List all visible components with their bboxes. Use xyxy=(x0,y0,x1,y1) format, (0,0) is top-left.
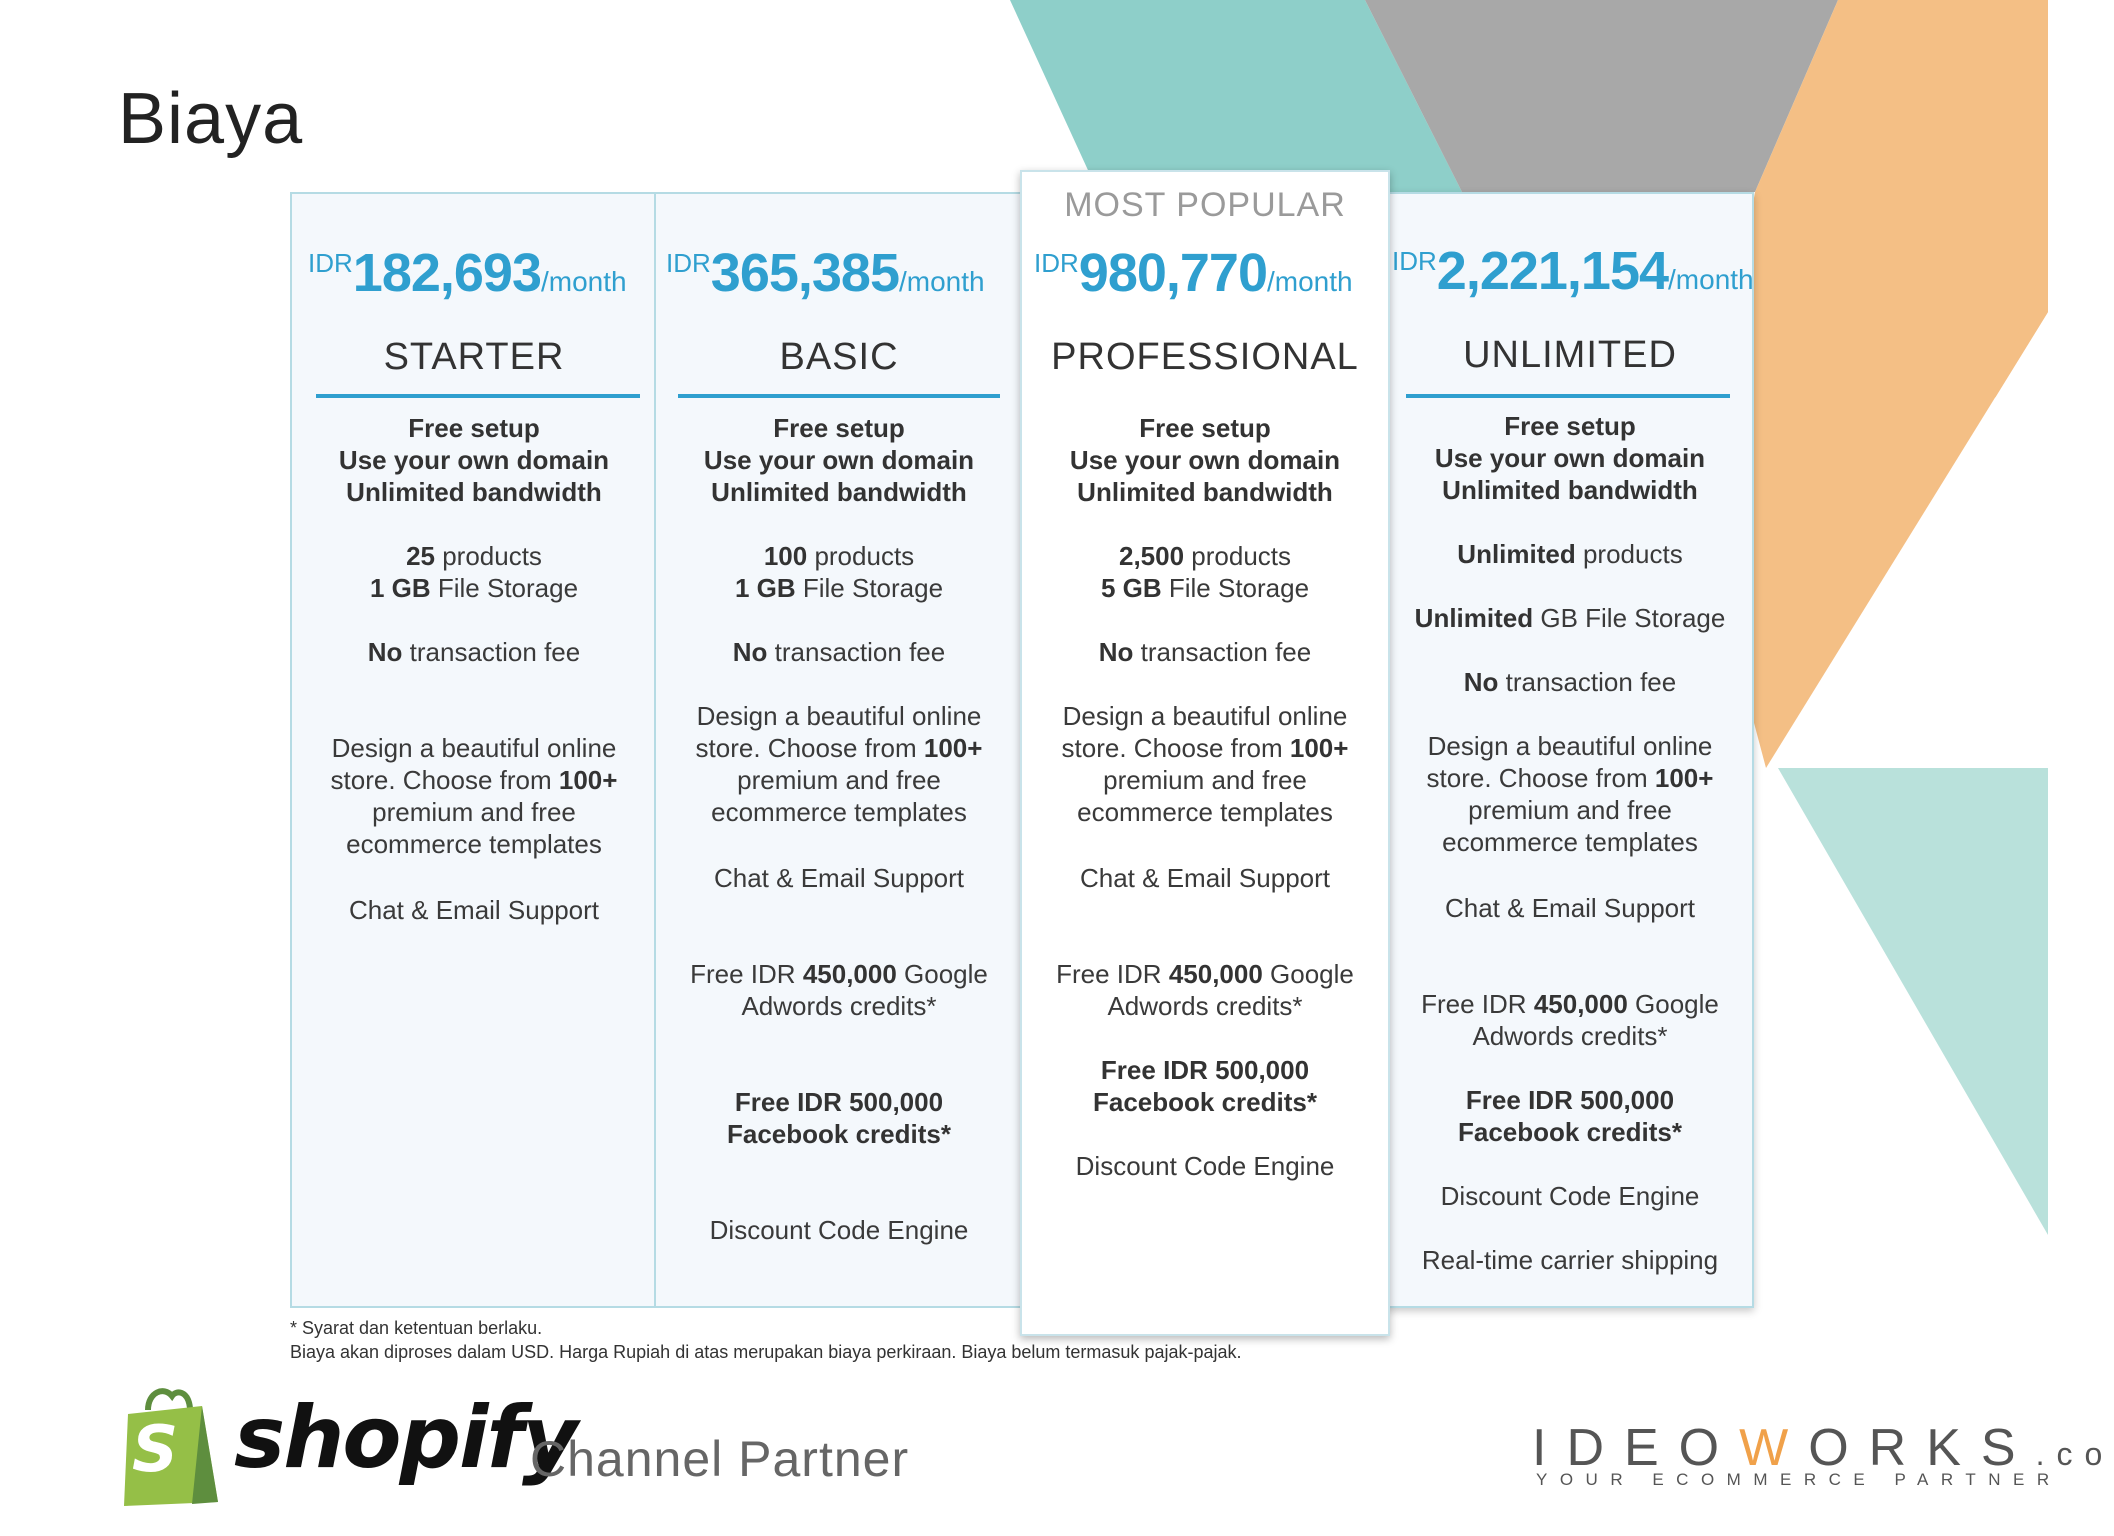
design-line-4: ecommerce templates xyxy=(1077,797,1333,827)
ideoworks-logo xyxy=(1532,1418,2114,1478)
storage-label: File Storage xyxy=(1161,573,1310,603)
products-label: products xyxy=(1575,539,1683,569)
design-line-3: premium and free xyxy=(372,797,576,827)
design-line-2: store. Choose from xyxy=(1061,733,1290,763)
plan-basic-features xyxy=(656,412,1022,508)
design-line-1: Design a beautiful online xyxy=(1427,731,1713,761)
feature-domain: Use your own domain xyxy=(703,445,975,475)
feature-bandwidth: Unlimited bandwidth xyxy=(346,477,602,507)
most-popular-badge: MOST POPULAR xyxy=(1064,186,1346,224)
facebook-line-1: Free IDR 500,000 xyxy=(734,1087,944,1117)
price-currency: IDR xyxy=(308,248,353,278)
plan-design xyxy=(292,732,656,860)
plan-products xyxy=(292,540,656,604)
plan-design xyxy=(1388,730,1752,858)
design-line-2: store. Choose from xyxy=(330,765,559,795)
feature-discount-engine: Discount Code Engine xyxy=(1440,1181,1700,1211)
design-line-1: Design a beautiful online xyxy=(1062,701,1348,731)
shopify-wordmark: shopify xyxy=(234,1388,577,1488)
plan-card-unlimited xyxy=(1386,192,1754,1308)
google-prefix: Free IDR xyxy=(1421,989,1534,1019)
google-suffix: Google xyxy=(1262,959,1354,989)
facebook-line-2: Facebook credits* xyxy=(727,1119,951,1149)
design-templates-count: 100+ xyxy=(1289,733,1349,763)
google-amount: 450,000 xyxy=(1168,959,1263,989)
fee-label: transaction fee xyxy=(1133,637,1312,667)
plan-products xyxy=(1388,538,1752,570)
feature-google-credits xyxy=(1022,958,1388,1022)
price-period: /month xyxy=(1266,266,1353,297)
plan-design xyxy=(1022,700,1388,828)
storage-size: Unlimited xyxy=(1414,603,1534,633)
feature-facebook-credits xyxy=(1022,1054,1388,1118)
price-amount: 980,770 xyxy=(1078,243,1267,303)
plan-price xyxy=(1034,242,1388,304)
plan-fee xyxy=(1022,636,1388,668)
fee-bold: No xyxy=(732,637,768,667)
plan-fee xyxy=(656,636,1022,668)
price-amount: 365,385 xyxy=(710,243,899,303)
plan-fee xyxy=(1388,666,1752,698)
storage-size: 1 GB xyxy=(734,573,796,603)
plan-price xyxy=(308,242,656,304)
google-amount: 450,000 xyxy=(802,959,897,989)
feature-discount-engine: Discount Code Engine xyxy=(1075,1151,1335,1181)
storage-label: GB File Storage xyxy=(1533,603,1726,633)
feature-setup: Free setup xyxy=(408,413,540,443)
feature-support: Chat & Email Support xyxy=(1079,863,1330,893)
page-title: Biaya xyxy=(118,79,304,159)
plan-card-professional xyxy=(1020,170,1390,1336)
plan-products xyxy=(656,540,1022,604)
plan-basic-features xyxy=(1388,410,1752,506)
facebook-line-1: Free IDR 500,000 xyxy=(1465,1085,1675,1115)
plan-fee xyxy=(292,636,656,668)
plan-basic-features xyxy=(1022,412,1388,508)
feature-domain: Use your own domain xyxy=(338,445,610,475)
fee-bold: No xyxy=(1098,637,1134,667)
plan-divider xyxy=(1406,394,1730,398)
feature-support: Chat & Email Support xyxy=(713,863,964,893)
price-currency: IDR xyxy=(1392,246,1437,276)
google-line-2: Adwords credits* xyxy=(1107,991,1303,1021)
plan-name: UNLIMITED xyxy=(1463,334,1677,376)
fee-bold: No xyxy=(1463,667,1499,697)
plan-divider xyxy=(316,394,640,398)
design-line-3: premium and free xyxy=(1103,765,1307,795)
feature-discount-engine: Discount Code Engine xyxy=(709,1215,969,1245)
facebook-line-1: Free IDR 500,000 xyxy=(1100,1055,1310,1085)
price-period: /month xyxy=(540,266,627,297)
fee-bold: No xyxy=(367,637,403,667)
shopify-logo-letter: S xyxy=(132,1413,179,1487)
products-count: 25 xyxy=(406,541,435,571)
design-line-1: Design a beautiful online xyxy=(331,733,617,763)
storage-size: 5 GB xyxy=(1100,573,1162,603)
fee-label: transaction fee xyxy=(1498,667,1677,697)
feature-google-credits xyxy=(1388,988,1752,1052)
feature-facebook-credits xyxy=(656,1086,1022,1150)
design-line-4: ecommerce templates xyxy=(346,829,602,859)
price-currency: IDR xyxy=(1034,248,1079,278)
feature-domain: Use your own domain xyxy=(1434,443,1706,473)
design-line-2: store. Choose from xyxy=(1426,763,1655,793)
feature-bandwidth: Unlimited bandwidth xyxy=(711,477,967,507)
ideoworks-name-start: IDEO xyxy=(1532,1419,1740,1477)
plan-card-starter xyxy=(290,192,658,1308)
feature-setup: Free setup xyxy=(1504,411,1636,441)
google-prefix: Free IDR xyxy=(1056,959,1169,989)
feature-google-credits xyxy=(656,958,1022,1022)
plan-products xyxy=(1022,540,1388,604)
storage-label: File Storage xyxy=(795,573,944,603)
ideoworks-name-end: ORKS xyxy=(1808,1419,2036,1477)
fee-label: transaction fee xyxy=(402,637,581,667)
footnote-currency-note: Biaya akan diproses dalam USD. Harga Rupiah di atas merupakan biaya perkiraan. Biaya belum termasuk pajak-pajak. xyxy=(290,1342,1242,1362)
fee-label: transaction fee xyxy=(767,637,946,667)
design-line-4: ecommerce templates xyxy=(1442,827,1698,857)
price-amount: 182,693 xyxy=(352,243,541,303)
feature-support: Chat & Email Support xyxy=(1444,893,1695,923)
plan-card-basic xyxy=(654,192,1024,1308)
products-label: products xyxy=(1184,541,1292,571)
google-line-2: Adwords credits* xyxy=(1472,1021,1668,1051)
price-currency: IDR xyxy=(666,248,711,278)
products-count: 2,500 xyxy=(1118,541,1185,571)
plan-divider xyxy=(678,394,1000,398)
plan-name: STARTER xyxy=(383,336,565,378)
design-line-4: ecommerce templates xyxy=(711,797,967,827)
google-prefix: Free IDR xyxy=(690,959,803,989)
feature-bandwidth: Unlimited bandwidth xyxy=(1077,477,1333,507)
plan-name: PROFESSIONAL xyxy=(1051,336,1359,378)
design-templates-count: 100+ xyxy=(923,733,983,763)
plan-price xyxy=(666,242,1022,304)
google-suffix: Google xyxy=(896,959,988,989)
storage-size: 1 GB xyxy=(369,573,431,603)
plan-design xyxy=(656,700,1022,828)
feature-support: Chat & Email Support xyxy=(348,895,599,925)
products-label: products xyxy=(434,541,542,571)
products-label: products xyxy=(807,541,915,571)
feature-bandwidth: Unlimited bandwidth xyxy=(1442,475,1698,505)
feature-domain: Use your own domain xyxy=(1069,445,1341,475)
design-line-2: store. Choose from xyxy=(695,733,924,763)
design-line-3: premium and free xyxy=(737,765,941,795)
channel-partner-label: Channel Partner xyxy=(530,1431,910,1487)
design-line-3: premium and free xyxy=(1468,795,1672,825)
products-count: 100 xyxy=(763,541,808,571)
footnote-terms: * Syarat dan ketentuan berlaku. xyxy=(290,1318,543,1338)
feature-setup: Free setup xyxy=(1139,413,1271,443)
google-suffix: Google xyxy=(1627,989,1719,1019)
design-templates-count: 100+ xyxy=(1654,763,1714,793)
price-period: /month xyxy=(1668,264,1754,295)
facebook-line-2: Facebook credits* xyxy=(1458,1117,1682,1147)
google-line-2: Adwords credits* xyxy=(741,991,937,1021)
feature-facebook-credits xyxy=(1388,1084,1752,1148)
feature-setup: Free setup xyxy=(773,413,905,443)
plan-name: BASIC xyxy=(779,336,899,378)
plan-basic-features xyxy=(292,412,656,508)
facebook-line-2: Facebook credits* xyxy=(1093,1087,1317,1117)
design-templates-count: 100+ xyxy=(558,765,618,795)
products-count: Unlimited xyxy=(1457,539,1576,569)
design-line-1: Design a beautiful online xyxy=(696,701,982,731)
google-amount: 450,000 xyxy=(1533,989,1628,1019)
storage-label: File Storage xyxy=(430,573,579,603)
plan-storage xyxy=(1388,602,1752,634)
price-amount: 2,221,154 xyxy=(1436,241,1669,301)
price-period: /month xyxy=(898,266,985,297)
plan-price xyxy=(1392,240,1752,302)
ideoworks-tagline: YOUR ECOMMERCE PARTNER xyxy=(1536,1470,2062,1489)
ideoworks-domain: .co xyxy=(2035,1436,2114,1472)
ideoworks-name-w: W xyxy=(1739,1419,1809,1477)
feature-carrier-shipping: Real-time carrier shipping xyxy=(1421,1245,1719,1275)
